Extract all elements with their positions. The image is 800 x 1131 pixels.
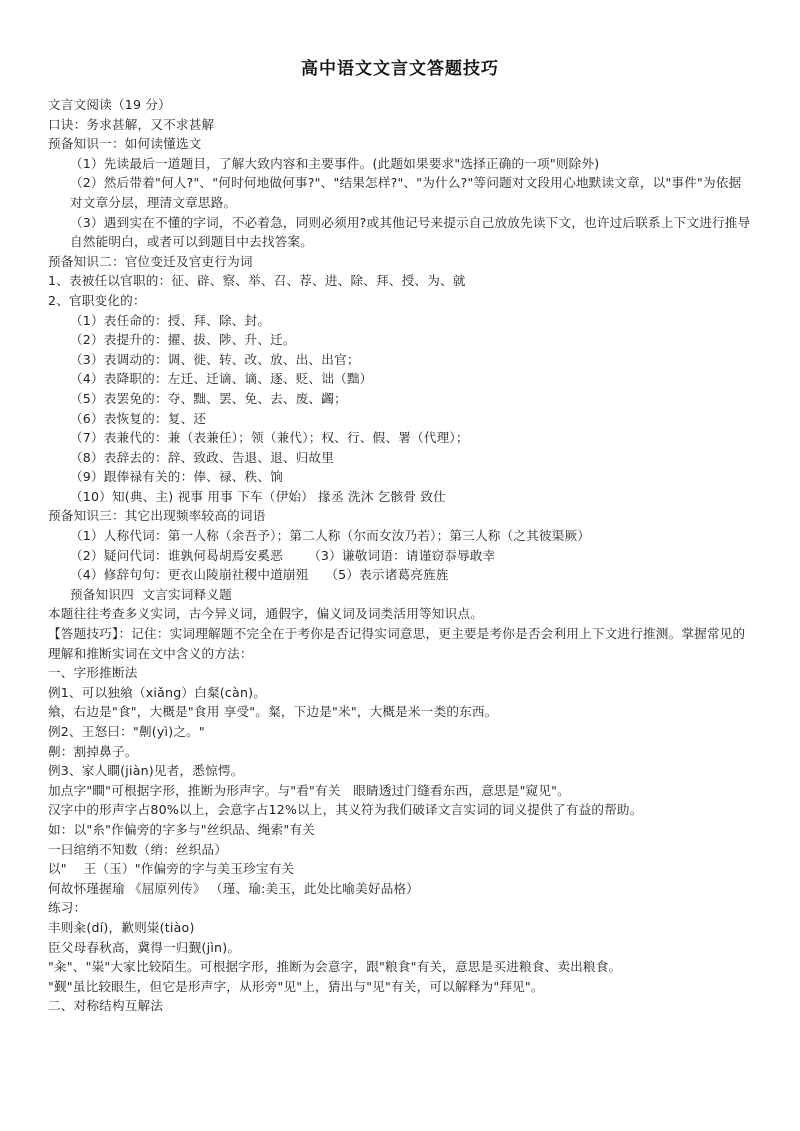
document-line: （1）表任命的：授、拜、除、封。	[70, 312, 271, 328]
document-line: 二、对称结构互解法	[48, 998, 164, 1014]
document-line: 如：以"糸"作偏旁的字多与"丝织品、绳索"有关	[48, 821, 316, 837]
document-line: 丰则籴(dí)，歉则粜(tiào)	[48, 919, 195, 935]
document-line: （3）遇到实在不懂的字词，不必着急，同则必须用?或其他记号来提示自己放放先读下文，也许过后联系上下文进行推导自然能明白，或者可以到题目中去找答案。	[70, 214, 751, 250]
document-line: （2）然后带着"何人?"、"何时何地做何事?"、"结果怎样?"、"为什么?"等问题对文段用心地默读文章，以"事件"为依据对文章分层，理清文章思路。	[70, 175, 742, 210]
document-line: （6）表恢复的：复、还	[70, 410, 207, 426]
document-line: 口诀：务求甚解，又不求甚解	[48, 116, 215, 132]
document-line: 飨，右边是"食"，大概是"食用 享受"。粲，下边是"米"，大概是米一类的东西。	[48, 704, 498, 720]
document-line: 文言文阅读（19 分）	[48, 97, 171, 112]
document-line: （4）表降职的：左迁、迁谪、谪、逐、贬、诎（黜）	[70, 371, 373, 387]
document-line: （7）表兼代的：兼（表兼任）；领（兼代）；权、行、假、署（代理）；	[70, 430, 469, 446]
document-line: （1）人称代词：第一人称（余吾予）；第二人称（尔而女汝乃若）；第三人称（之其彼渠厥）	[70, 528, 591, 544]
document-line: （9）跟俸禄有关的：俸、禄、秩、饷	[70, 469, 283, 485]
document-line: （10）知(典、主) 视事 用事 下车（伊始） 掾丞 洗沐 乞骸骨 致仕	[70, 488, 446, 504]
document-line: 【答题技巧】：记住：实词理解题不完全在于考你是否记得实词意思，更主要是考你是否会利用上下文进行推测。掌握常见的理解和推断实词在文中含义的方法：	[48, 626, 746, 661]
document-line: （3）表调动的：调、徙、转、改、放、出、出官；	[70, 351, 360, 367]
document-line: 预备知识三：其它出现频率较高的词语	[48, 508, 266, 524]
document-line: 臣父母春秋高，冀得一归觐(jìn)。	[48, 939, 241, 955]
document-line: 练习：	[48, 900, 87, 916]
document-line: （5）表罢免的：夺、黜、罢、免、去、废、蠲；	[70, 390, 347, 406]
document-line: 一、字形推断法	[48, 665, 138, 681]
document-line: （2）表提升的：擢、拔、陟、升、迁。	[70, 332, 296, 348]
document-line: 以" 王（玉）"作偏旁的字与美玉珍宝有关	[48, 861, 295, 877]
document-line: 汉字中的形声字占80%以上，会意字占12%以上，其义符为我们破译文言实词的词义提供了有益的帮助。	[48, 802, 643, 818]
document-line: 2、官职变化的：	[48, 292, 146, 308]
document-line: 例3、家人瞷(jiàn)见者，悉惊愕。	[48, 763, 244, 779]
document-body	[48, 95, 752, 1016]
document-line: 本题往往考查多义实词，古今异义词，通假字，偏义词及词类活用等知识点。	[48, 606, 483, 622]
document-line: 一曰绾绡不知数（绡：丝织品）	[48, 841, 228, 857]
page-title: 高中语文文言文答题技巧	[301, 59, 499, 79]
document-line: 预备知识一：如何读懂选文	[48, 136, 202, 152]
document-line: 例2、王怒曰："劓(yì)之。"	[48, 724, 205, 739]
document-line: 1、表被任以官职的：征、辟、察、举、召、荐、进、除、拜、授、为、就	[48, 273, 466, 289]
document-line: 劓：割掉鼻子。	[48, 743, 138, 759]
document-line: "觐"虽比较眼生，但它是形声字，从形旁"见"上，猜出与"见"有关，可以解释为"拜见"。	[48, 978, 544, 994]
document-line: "籴"、"粜"大家比较陌生。可根据字形，推断为会意字，跟"粮食"有关，意思是买进粮食、卖出粮食。	[48, 959, 622, 975]
document-line: （8）表辞去的：辞、致政、告退、退、归故里	[70, 449, 335, 465]
document-line: （2）疑问代词：谁孰何曷胡焉安奚恶 （3）谦敬词语：请谨窃忝辱敢幸	[70, 547, 496, 563]
document-line: （1）先读最后一道题目，了解大致内容和主要事件。(此题如果要求"选择正确的一项"则除外)	[70, 155, 600, 171]
document-line: 预备知识四 文言实词释义题	[70, 586, 232, 602]
document-line: 预备知识二：官位变迁及官吏行为词	[48, 253, 253, 269]
document-line: （4）修辞句句：更衣山陵崩社稷中道崩殂 （5）表示诸葛亮旌旌	[70, 567, 449, 583]
document-line: 何故怀瑾握瑜 《屈原列传》 （瑾、瑜:美玉，此处比喻美好品格）	[48, 880, 420, 896]
document-line: 例1、可以独飨（xiǎng）白粲(càn)。	[48, 684, 267, 700]
document-line: 加点字"瞷"可根据字形，推断为形声字。与"看"有关 眼睛透过门缝看东西，意思是"窥见"。	[48, 782, 570, 798]
